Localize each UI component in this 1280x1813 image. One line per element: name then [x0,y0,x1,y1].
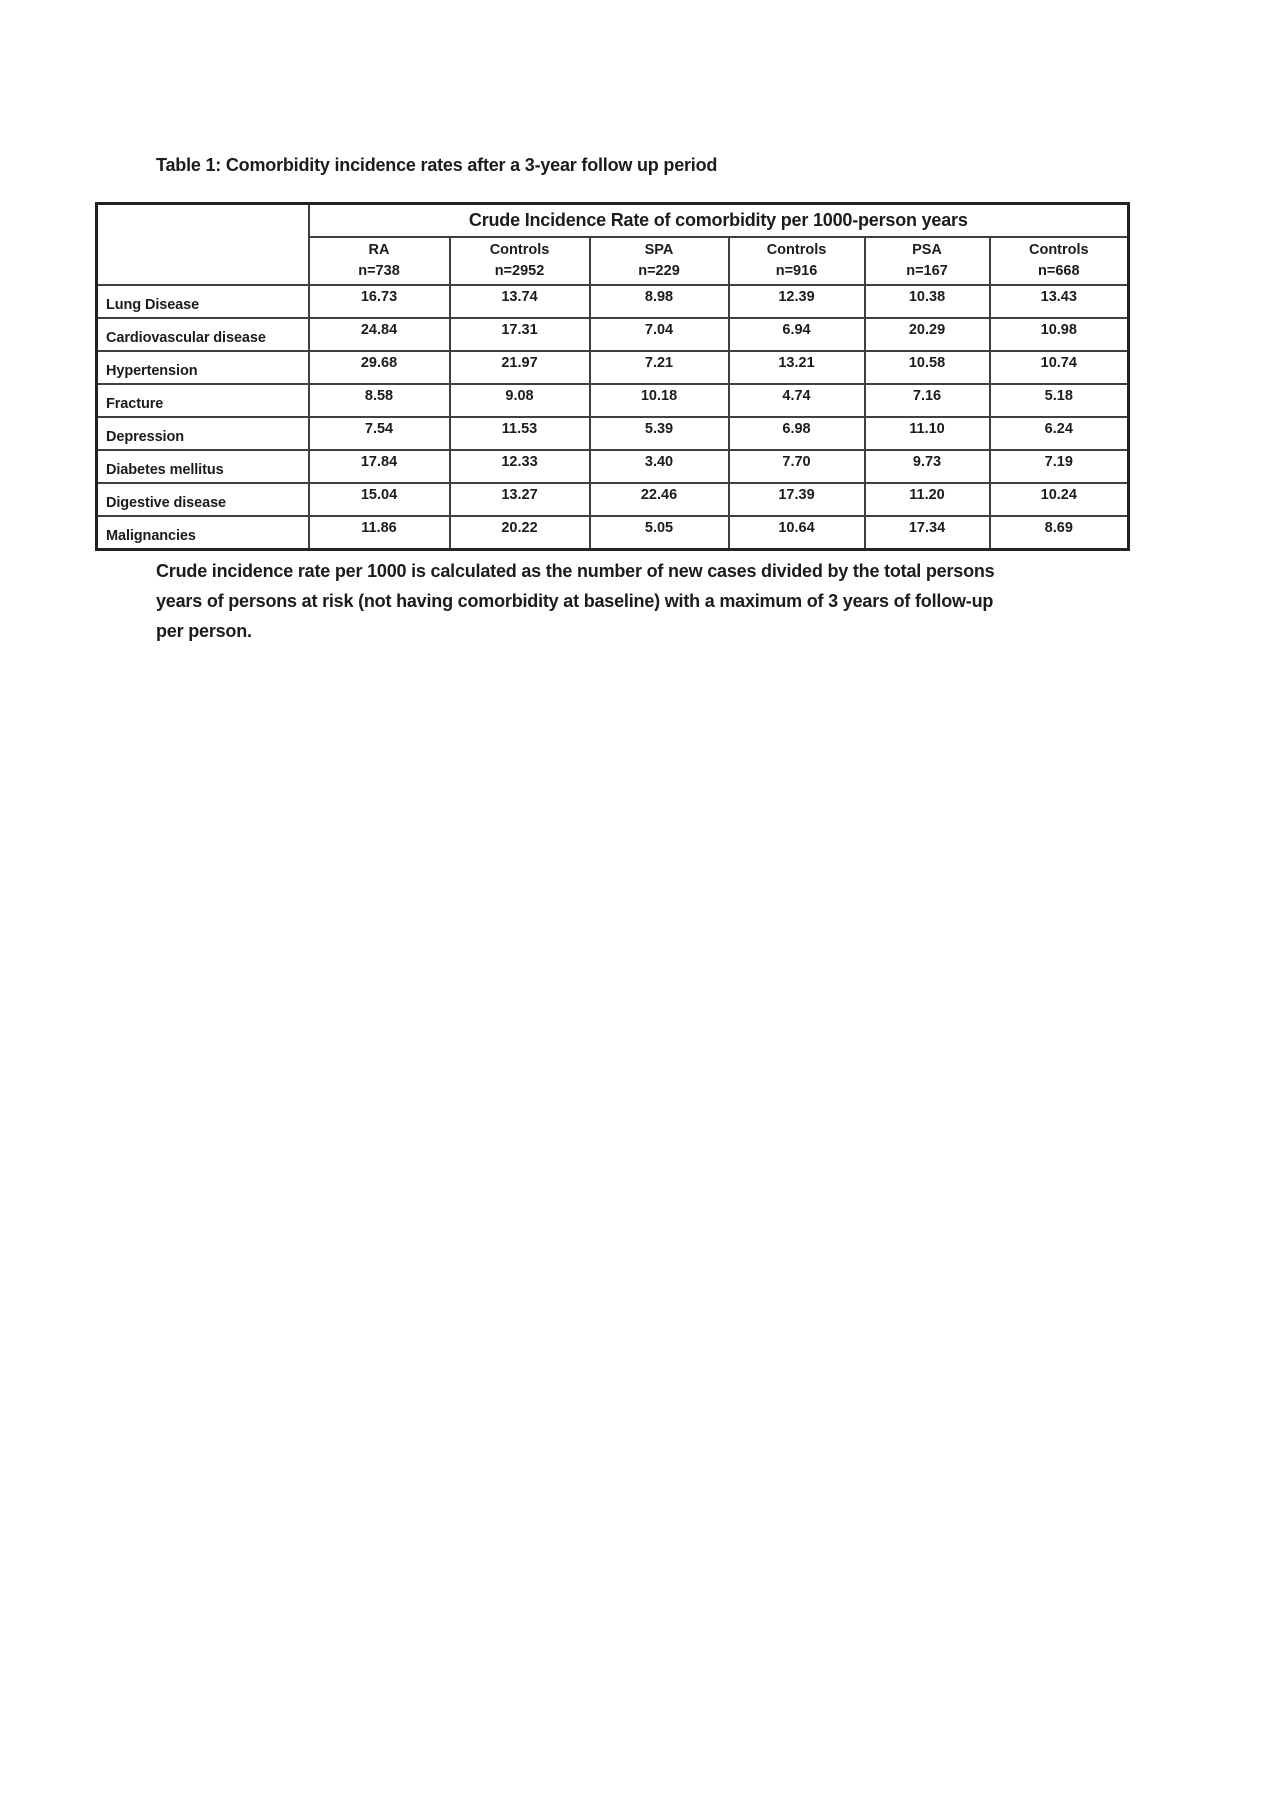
table-row-cardiovascular-disease [97,318,1129,351]
cell-value: 10.24 [990,483,1129,516]
comorbidity-incidence-table [95,202,1130,551]
cell-value: 5.05 [590,516,729,549]
cell-value: 17.34 [865,516,990,549]
column-header-controls-ra [450,237,590,285]
group-label: Controls [1028,242,1089,258]
table-row-digestive-disease [97,483,1129,516]
cell-value: 20.22 [450,516,590,549]
row-label: Fracture [97,384,309,417]
row-label: Depression [97,417,309,450]
table-main-header: Crude Incidence Rate of comorbidity per 1000-person years [309,204,1129,238]
cell-value: 8.98 [590,285,729,318]
footnote-line: Crude incidence rate per 1000 is calculated as the number of new cases divided by the total persons [156,561,995,581]
cell-value: 5.18 [990,384,1129,417]
table-footnote [156,556,995,646]
cell-value: 8.69 [990,516,1129,549]
cell-value: 10.58 [865,351,990,384]
group-n: n=738 [358,263,400,279]
row-label: Digestive disease [97,483,309,516]
table-row-fracture [97,384,1129,417]
group-n: n=668 [1038,263,1080,279]
cell-value: 9.73 [865,450,990,483]
table-row-diabetes-mellitus [97,450,1129,483]
column-header-controls-psa [990,237,1129,285]
cell-value: 11.10 [865,417,990,450]
cell-value: 7.19 [990,450,1129,483]
group-label: SPA [644,242,674,258]
row-label: Lung Disease [97,285,309,318]
cell-value: 10.18 [590,384,729,417]
cell-value: 6.24 [990,417,1129,450]
cell-value: 7.21 [590,351,729,384]
cell-value: 21.97 [450,351,590,384]
cell-value: 13.21 [729,351,865,384]
cell-value: 13.43 [990,285,1129,318]
group-label: PSA [912,242,942,258]
cell-value: 12.39 [729,285,865,318]
cell-value: 7.16 [865,384,990,417]
group-n: n=167 [906,263,948,279]
table-caption: Table 1: Comorbidity incidence rates after a 3-year follow up period [156,155,718,175]
cell-value: 11.20 [865,483,990,516]
cell-value: 22.46 [590,483,729,516]
cell-value: 6.94 [729,318,865,351]
cell-value: 20.29 [865,318,990,351]
cell-value: 11.53 [450,417,590,450]
cell-value: 4.74 [729,384,865,417]
group-n: n=916 [775,263,818,279]
cell-value: 15.04 [309,483,450,516]
cell-value: 17.39 [729,483,865,516]
table-row-malignancies [97,516,1129,549]
cell-value: 6.98 [729,417,865,450]
cell-value: 13.74 [450,285,590,318]
table-row-hypertension [97,351,1129,384]
cell-value: 16.73 [309,285,450,318]
cell-value: 10.74 [990,351,1129,384]
spanning-header-row [97,204,1129,238]
column-header-controls-spa [729,237,865,285]
row-label: Diabetes mellitus [97,450,309,483]
cell-value: 7.54 [309,417,450,450]
group-label: Controls [489,242,550,258]
cell-value: 5.39 [590,417,729,450]
footnote-line: years of persons at risk (not having comorbidity at baseline) with a maximum of 3 years of follow-up [156,591,994,611]
cell-value: 17.31 [450,318,590,351]
group-label: RA [368,242,390,258]
cell-value: 10.38 [865,285,990,318]
group-label: Controls [766,242,827,258]
cell-value: 7.70 [729,450,865,483]
group-n: n=2952 [494,263,545,279]
cell-value: 3.40 [590,450,729,483]
cell-value: 10.64 [729,516,865,549]
cell-value: 13.27 [450,483,590,516]
column-header-spa [590,237,729,285]
group-n: n=229 [638,263,680,279]
row-label: Hypertension [97,351,309,384]
column-header-ra [309,237,450,285]
cell-value: 9.08 [450,384,590,417]
cell-value: 29.68 [309,351,450,384]
cell-value: 8.58 [309,384,450,417]
corner-cell [97,204,309,286]
row-label: Cardiovascular disease [97,318,309,351]
cell-value: 7.04 [590,318,729,351]
table-row-depression [97,417,1129,450]
cell-value: 10.98 [990,318,1129,351]
cell-value: 12.33 [450,450,590,483]
cell-value: 24.84 [309,318,450,351]
cell-value: 11.86 [309,516,450,549]
cell-value: 17.84 [309,450,450,483]
column-header-psa [865,237,990,285]
table-row-lung-disease [97,285,1129,318]
footnote-line: per person. [156,621,252,641]
row-label: Malignancies [97,516,309,549]
